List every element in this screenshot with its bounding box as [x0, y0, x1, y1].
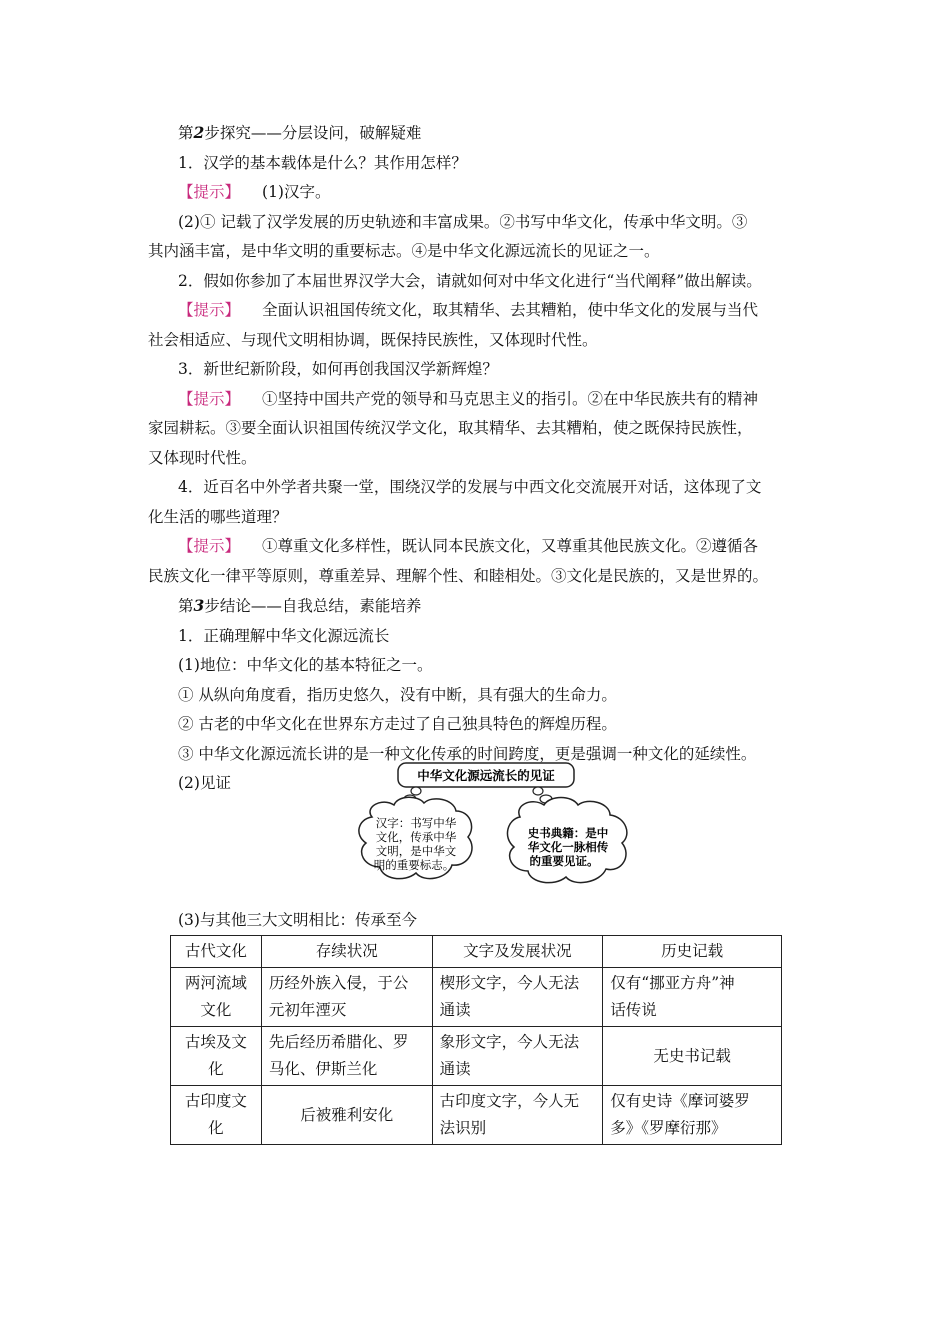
table-header: 文字及发展状况	[432, 936, 603, 968]
left-cloud-line: 汉字：书写中华	[375, 816, 457, 830]
table-header: 存续状况	[261, 936, 432, 968]
table-header-row	[171, 936, 782, 968]
conclusion-p2: ① 从纵向角度看，指历史悠久，没有中断，具有强大的生命力。	[178, 685, 617, 704]
tip-label: 【提示】	[178, 537, 241, 555]
right-cloud-line: 史书典籍：是中	[527, 826, 609, 840]
table-cell: 楔形文字，今人无法 通读	[432, 968, 603, 1027]
q2-answer-cont: 社会相适应、与现代文明相协调，既保持民族性，又体现时代性。	[148, 330, 598, 349]
q4-question: 4．近百名中外学者共聚一堂，围绕汉学的发展与中西文化交流展开对话，这体现了文	[178, 478, 762, 496]
q3-answer-cont2: 又体现时代性。	[148, 448, 257, 467]
q1-question: 1．汉学的基本载体是什么？其作用怎样？	[178, 153, 467, 172]
table-row	[171, 1027, 782, 1086]
tip-label: 【提示】	[178, 389, 241, 408]
table-cell: 古埃及文 化	[171, 1027, 262, 1086]
tip-label: 【提示】	[178, 301, 241, 319]
table-cell: 历经外族入侵，于公 元初年湮灭	[261, 968, 432, 1027]
conclusion-p6: (3)与其他三大文明相比：传承至今	[178, 911, 417, 929]
q4-answer: 【提示】 ①尊重文化多样性，既认同本民族文化，又尊重其他民族文化。②遵循各	[178, 537, 759, 555]
step2-heading: 第2步探究——分层设问，破解疑难	[178, 123, 422, 142]
q3-answer: 【提示】 ①坚持中国共产党的领导和马克思主义的指引。②在中华民族共有的精神	[178, 389, 759, 408]
table-cell: 先后经历希腊化、罗 马化、伊斯兰化	[261, 1027, 432, 1086]
diagram-title: 中华文化源远流长的见证	[417, 768, 555, 783]
table-header: 古代文化	[171, 936, 262, 968]
q3-answer-cont: 家园耕耘。③要全面认识祖国传统汉学文化，取其精华、去其糟粕，使之既保持民族性，	[148, 419, 753, 437]
table-cell: 无史书记载	[603, 1027, 782, 1086]
table-cell: 仅有史诗《摩诃婆罗 多》《罗摩衍那》	[603, 1086, 782, 1145]
connector-bubble	[411, 787, 421, 795]
table-cell: 后被雅利安化	[261, 1086, 432, 1145]
table-cell: 古印度文字，今人无 法识别	[432, 1086, 603, 1145]
right-cloud-line: 的重要见证。	[529, 854, 599, 868]
q4-answer-cont: 民族文化一律平等原则，尊重差异、理解个性、和睦相处。③文化是民族的，又是世界的。	[148, 566, 769, 585]
left-cloud-line: 文明，是中华文	[375, 844, 457, 858]
table-cell: 象形文字，今人无法 通读	[432, 1027, 603, 1086]
left-cloud-line: 明的重要标志。	[373, 858, 455, 872]
left-cloud-line: 文化，传承中华	[375, 830, 457, 844]
document-body	[148, 118, 812, 799]
step3-heading: 第3步结论——自我总结，素能培养	[178, 596, 422, 615]
q2-answer: 【提示】 全面认识祖国传统文化，取其精华、去其糟粕，使中华文化的发展与当代	[178, 301, 759, 319]
conclusion-p1: (1)地位：中华文化的基本特征之一。	[178, 656, 433, 674]
conclusion-p4: ③ 中华文化源远流长讲的是一种文化传承的时间跨度，更是强调一种文化的延续性。	[178, 744, 757, 763]
table-row	[171, 968, 782, 1027]
connector-bubble	[533, 787, 543, 795]
right-cloud-line: 华文化一脉相传	[527, 840, 609, 854]
q1-answer-b: (2)① 记载了汉学发展的历史轨迹和丰富成果。②书写中华文化，传承中华文明。③	[178, 212, 748, 231]
conclusion-heading: 1．正确理解中华文化源远流长	[178, 626, 390, 645]
tip-label: 【提示】	[178, 183, 241, 201]
table-cell: 两河流域 文化	[171, 968, 262, 1027]
q4-question-cont: 化生活的哪些道理？	[148, 507, 288, 526]
q1-answer-b-cont: 其内涵丰富，是中华文明的重要标志。④是中华文化源远流长的见证之一。	[148, 242, 660, 260]
q1-answer: 【提示】 (1)汉字。	[178, 183, 331, 201]
table-cell: 古印度文 化	[171, 1086, 262, 1145]
conclusion-p3: ② 古老的中华文化在世界东方走过了自己独具特色的辉煌历程。	[178, 715, 617, 733]
q3-question: 3．新世纪新阶段，如何再创我国汉学新辉煌？	[178, 360, 498, 378]
civilization-comparison-table	[170, 935, 782, 1145]
table-header: 历史记载	[603, 936, 782, 968]
table-row	[171, 1086, 782, 1145]
q2-question: 2．假如你参加了本届世界汉学大会，请就如何对中华文化进行“当代阐释”做出解读。	[178, 271, 762, 290]
conclusion-p5: (2)见证	[178, 774, 231, 792]
table-cell: 仅有“挪亚方舟”神 话传说	[603, 968, 782, 1027]
evidence-diagram	[352, 757, 637, 897]
